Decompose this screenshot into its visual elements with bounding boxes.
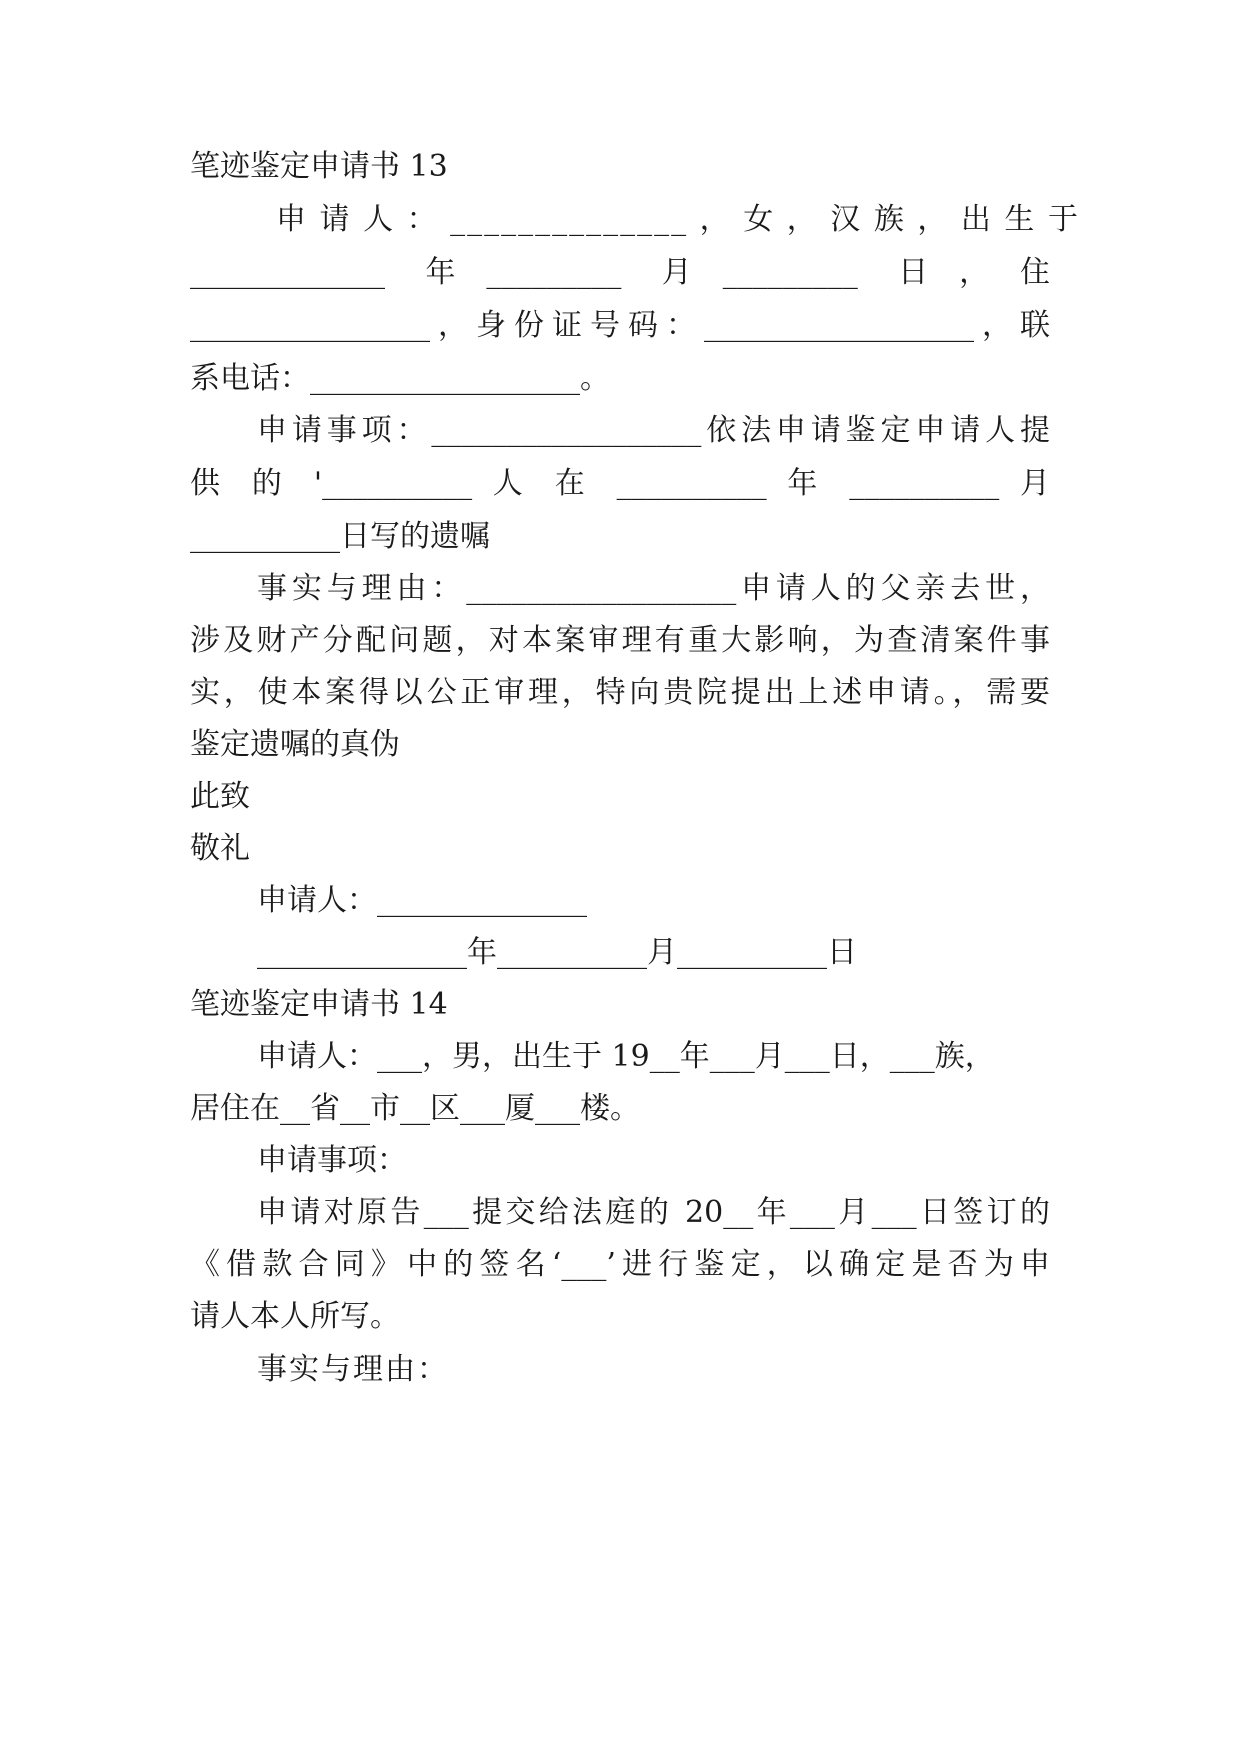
section13-facts-line-2: 涉及财产分配问题，对本案审理有重大影响，为查清案件事	[190, 623, 1050, 658]
section13-date: ______________年__________月__________日	[257, 935, 857, 970]
section13-matter-line-2: 供 的 '__________ 人 在 __________ 年 __________ 月	[190, 466, 1050, 501]
section14-matter-line-1: 申请对原告___提交给法庭的 20__年___月___日签订的	[257, 1195, 1050, 1230]
section13-applicant-line-1: 申 请 人 ： ______________ ， 女 ， 汉 族 ， 出 生 于	[276, 202, 1080, 237]
section13-title: 笔迹鉴定申请书 13	[190, 149, 448, 184]
section13-matter-line-3: __________日写的遗嘱	[190, 519, 490, 554]
section13-applicant-line-2: _____________ 年 _________ 月 _________ 日 ， 住	[190, 255, 1050, 290]
section14-matter-line-3: 请人本人所写。	[190, 1299, 400, 1334]
section14-title: 笔迹鉴定申请书 14	[190, 987, 448, 1022]
section13-closing-1: 此致	[190, 779, 250, 814]
section13-facts-line-3: 实，使本案得以公正审理，特向贵院提出上述申请。，需要	[190, 675, 1050, 710]
section14-facts-heading: 事实与理由：	[257, 1352, 449, 1387]
section14-applicant-line-1: 申请人：___，男，出生于 19__年___月___日，___族，	[257, 1039, 995, 1074]
section13-matter-line-1: 申请事项：__________________依法申请鉴定申请人提	[257, 413, 1050, 448]
section13-applicant-line-4: 系电话：__________________。	[190, 361, 610, 396]
section14-matter-line-2: 《借款合同》中的签名‘___’进行鉴定，以确定是否为申	[190, 1247, 1050, 1282]
section13-facts-line-4: 鉴定遗嘱的真伪	[190, 727, 400, 762]
section13-signature: 申请人：______________	[257, 883, 587, 918]
section13-applicant-line-3: ________________，身份证号码：__________________，联	[190, 308, 1050, 343]
section14-applicant-line-2: 居住在__省__市__区___厦___楼。	[190, 1091, 640, 1126]
section13-closing-2: 敬礼	[190, 831, 250, 866]
section13-facts-line-1: 事实与理由：__________________申请人的父亲去世，	[257, 571, 1050, 606]
section14-matter-heading: 申请事项：	[257, 1143, 407, 1178]
